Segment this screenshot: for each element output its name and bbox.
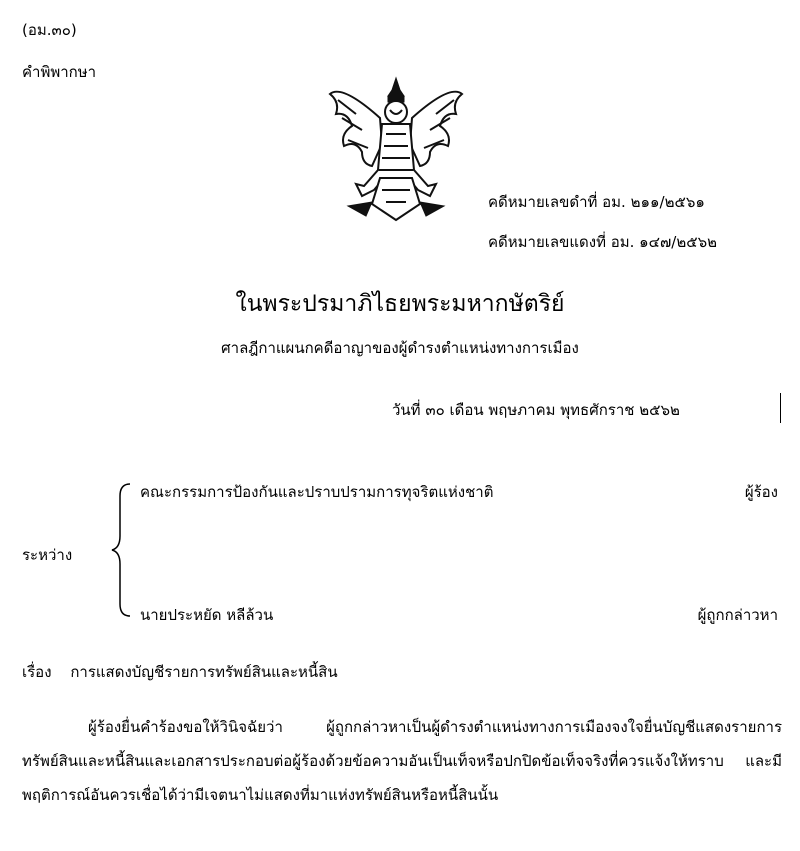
body-text bbox=[22, 710, 782, 812]
respondent-name: นายประหยัด หลีล้วน bbox=[140, 606, 274, 624]
petitioner-name: คณะกรรมการป้องกันและปราบปรามการทุจริตแห่งชาติ bbox=[140, 483, 494, 501]
body-paragraph-text: ผู้ร้องยื่นคำร้องขอให้วินิจฉัยว่า ผู้ถูกกล่าวหาเป็นผู้ดำรงตำแหน่งทางการเมืองจงใจยื่นบัญชีแสดงรายการทรัพย์สินและหนี้สินและเอกสารประกอบต่อผู้ร้องด้วยข้อความอันเป็นเท็จหรือปกปิดข้อเท็จจริงที่ควรแจ้งให้ทราบ และมีพฤติการณ์อันควรเชื่อได้ว่ามีเจตนาไม่แสดงที่มาแห่งทรัพย์สินหรือหนี้สินนั้น bbox=[22, 718, 782, 804]
red-case-number: คดีหมายเลขแดงที่ อม. ๑๔๗/๒๕๖๒ bbox=[488, 233, 718, 251]
court-name: ศาลฎีกาแผนกคดีอาญาของผู้ดำรงตำแหน่งทางการเมือง bbox=[221, 339, 579, 357]
black-case-number: คดีหมายเลขดำที่ อม. ๒๑๑/๒๕๖๑ bbox=[488, 193, 705, 211]
body-paragraph bbox=[22, 710, 782, 812]
respondent-role: ผู้ถูกกล่าวหา bbox=[697, 606, 778, 624]
subject-label: เรื่อง bbox=[22, 663, 52, 681]
text-cursor bbox=[780, 393, 781, 423]
brace-icon bbox=[108, 480, 138, 620]
document-title: ในพระปรมาภิไธยพระมหากษัตริย์ bbox=[235, 291, 565, 317]
subject-line bbox=[22, 660, 338, 684]
form-code: (อม.๓๐) bbox=[22, 21, 77, 39]
garuda-emblem-icon bbox=[322, 74, 470, 224]
subject-text: การแสดงบัญชีรายการทรัพย์สินและหนี้สิน bbox=[70, 663, 338, 681]
judgment-date: วันที่ ๓๐ เดือน พฤษภาคม พุทธศักราช ๒๕๖๒ bbox=[392, 401, 680, 419]
between-label: ระหว่าง bbox=[22, 546, 73, 564]
document-type: คำพิพากษา bbox=[22, 63, 97, 81]
petitioner-role: ผู้ร้อง bbox=[744, 483, 778, 501]
